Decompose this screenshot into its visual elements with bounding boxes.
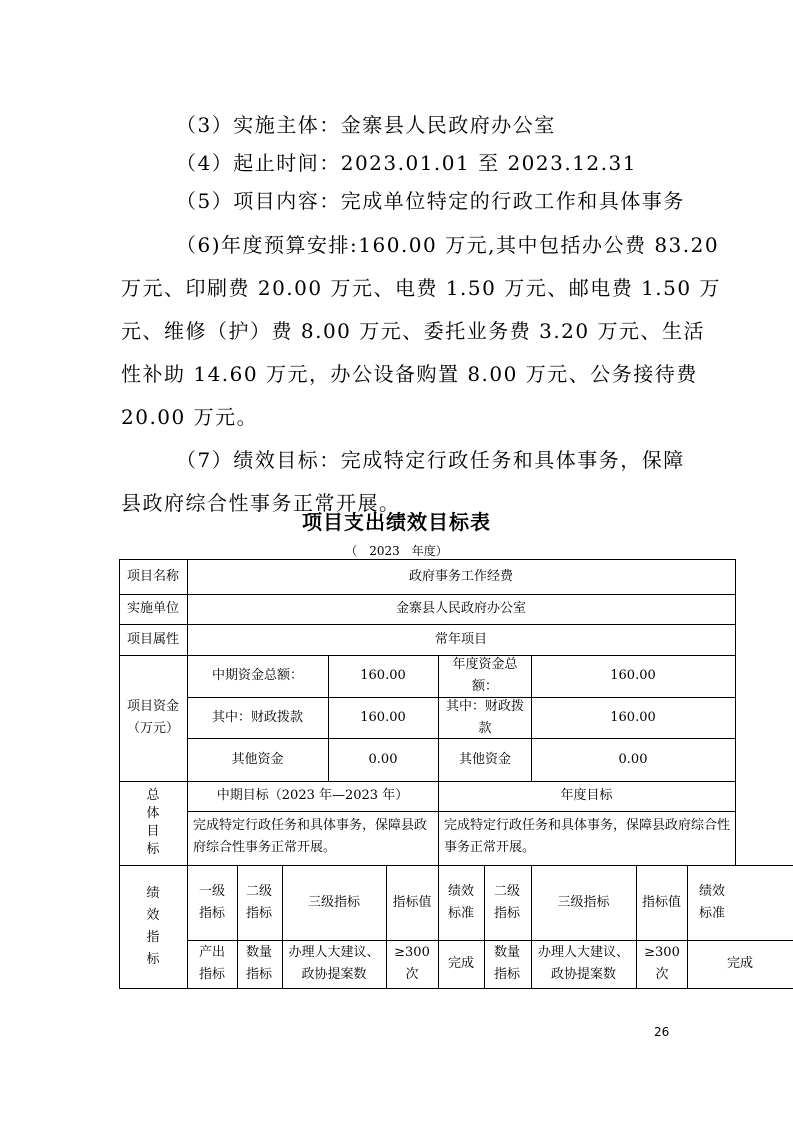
year-goal-text: 完成特定行政任务和具体事务，保障县政府综合性事务正常开展。	[444, 818, 731, 855]
mid-total-label: 中期资金总额：	[211, 668, 303, 683]
paragraph-goal-line: 县政府综合性事务正常开展。	[121, 491, 401, 515]
year-goal-header: 年度目标	[560, 788, 613, 803]
table-title: 项目支出绩效目标表	[302, 510, 491, 534]
other-mid-value: 0.00	[368, 751, 398, 767]
header-standard-right: 绩效标准	[698, 883, 725, 921]
paragraph-implementer: （3）实施主体：金寨县人民政府办公室	[176, 113, 556, 137]
other-year-value: 0.00	[618, 751, 648, 767]
header-level1: 一级指标	[199, 883, 226, 921]
project-name-value: 政府事务工作经费	[408, 568, 513, 584]
header-level3-right: 三级指标	[557, 894, 610, 910]
other-year-label: 其他资金	[458, 751, 511, 767]
row-level2: 数量指标	[246, 945, 273, 982]
paragraph-period: （4）起止时间：2023.01.01 至 2023.12.31	[176, 151, 637, 175]
other-label: 其他资金	[231, 751, 284, 767]
paragraph-goal-line: （7）绩效目标：完成特定行政任务和具体事务，保障	[176, 448, 685, 472]
attribute-label: 项目属性	[126, 631, 179, 647]
year-total-value: 160.00	[610, 668, 656, 683]
paragraph-content: （5）项目内容：完成单位特定的行政工作和具体事务	[176, 189, 685, 213]
fiscal-mid-value: 160.00	[360, 709, 406, 725]
table-subtitle: （ 2023 年度）	[345, 544, 448, 558]
header-level2: 二级指标	[246, 883, 273, 921]
row-value-right: ≥300次	[644, 945, 680, 982]
fiscal-year-label: 其中：财政拨款	[445, 698, 524, 736]
unit-value: 金寨县人民政府办公室	[395, 601, 526, 616]
fiscal-label: 其中：财政拨款	[211, 709, 303, 725]
header-value: 指标值	[392, 894, 432, 910]
paragraph-budget-line: （6)年度预算安排:160.00 万元,其中包括办公费 83.20	[176, 233, 720, 257]
fiscal-year-value: 160.00	[610, 709, 656, 725]
year-total-label: 年度资金总额：	[452, 657, 518, 694]
paragraph-budget-line: 万元、印刷费 20.00 万元、电费 1.50 万元、邮电费 1.50 万	[121, 276, 721, 300]
indicators-label: 绩效指标	[146, 885, 160, 967]
row-level1: 产出指标	[199, 945, 226, 982]
row-level3-right: 办理人大建议、政协提案数	[537, 945, 629, 982]
row-standard: 完成	[447, 956, 474, 971]
attribute-value: 常年项目	[434, 631, 487, 647]
row-standard-right: 完成	[726, 956, 753, 971]
funds-label: 项目资金（万元）	[126, 699, 179, 736]
mid-goal-text: 完成特定行政任务和具体事务，保障县政府综合性事务正常开展。	[193, 818, 428, 855]
header-value-right: 指标值	[641, 894, 681, 910]
header-level3: 三级指标	[307, 894, 360, 910]
mid-goal-header: 中期目标（2023 年—2023 年）	[216, 788, 409, 803]
paragraph-budget-line: 性补助 14.60 万元，办公设备购置 8.00 万元、公务接待费	[121, 362, 698, 386]
paragraph-budget-line: 元、维修（护）费 8.00 万元、委托业务费 3.20 万元、生活	[121, 319, 705, 343]
paragraph-budget-line: 20.00 万元。	[121, 405, 259, 429]
header-standard: 绩效标准	[448, 883, 475, 921]
row-level2-right: 数量指标	[494, 945, 521, 982]
row-level3: 办理人大建议、政协提案数	[288, 945, 380, 982]
unit-label: 实施单位	[126, 601, 179, 616]
page-number: 26	[654, 1025, 670, 1039]
mid-total-value: 160.00	[360, 668, 406, 683]
project-name-label: 项目名称	[126, 568, 179, 584]
header-level2-right: 二级指标	[494, 883, 521, 921]
row-value: ≥300次	[394, 945, 430, 982]
overall-goal-label: 总体目标	[146, 788, 160, 857]
